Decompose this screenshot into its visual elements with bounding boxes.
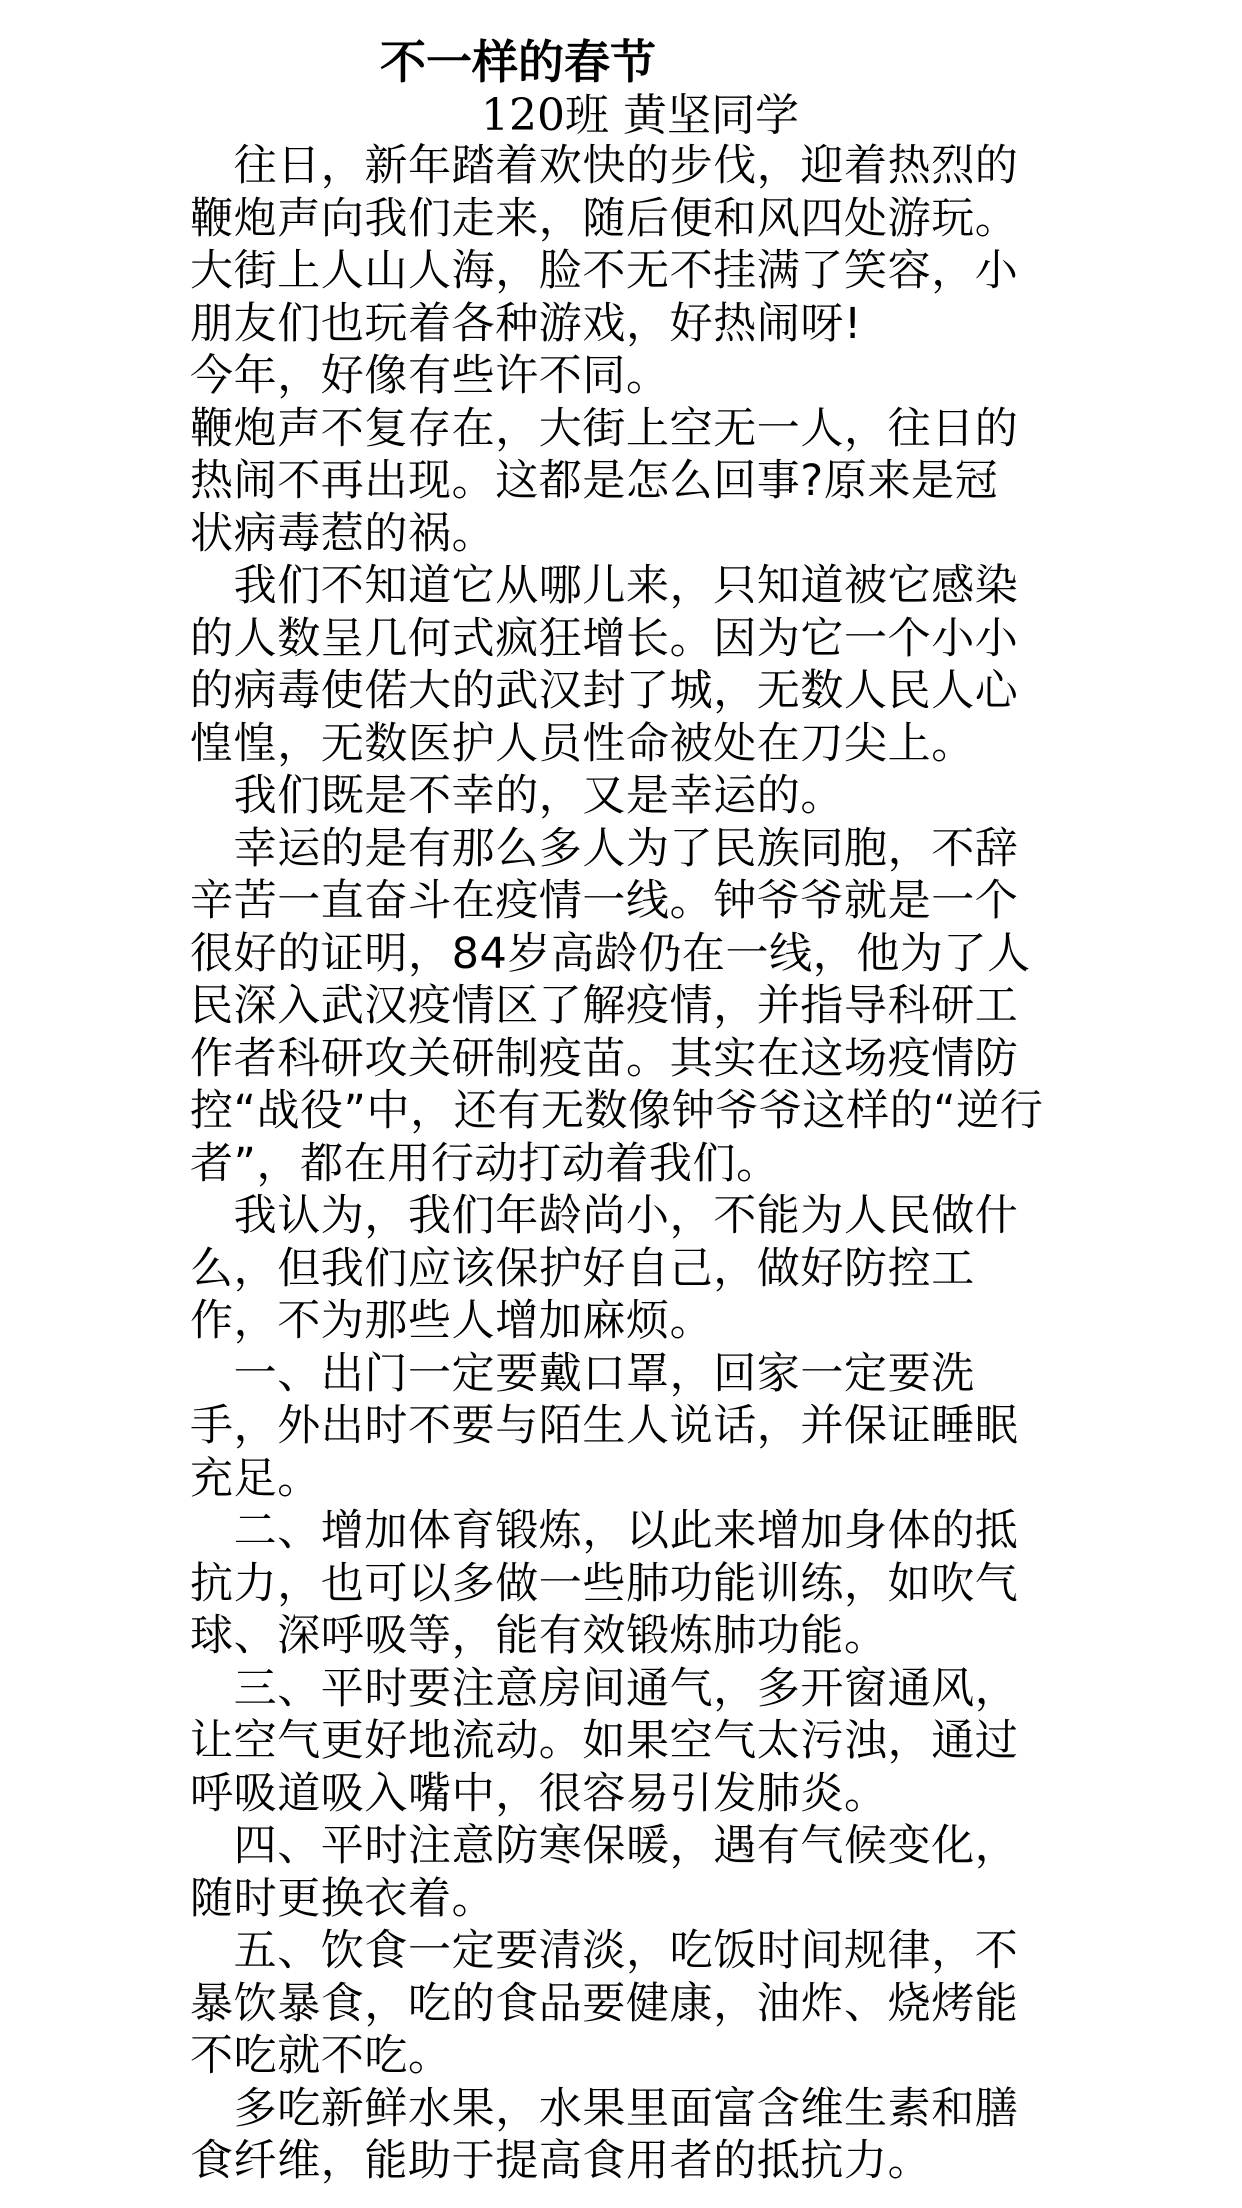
text-line: 让空气更好地流动。如果空气太污浊，通过: [190, 1716, 1019, 1766]
text-line: 的病毒使偌大的武汉封了城，无数人民人心: [190, 666, 1019, 716]
text-line: 状病毒惹的祸。: [190, 508, 496, 559]
text-line: 我认为，我们年龄尚小，不能为人民做什: [190, 1191, 1019, 1241]
text-line: 充足。: [190, 1453, 321, 1504]
text-line: 抗力，也可以多做一些肺功能训练，如吹气: [190, 1558, 1019, 1609]
text-line: 不吃就不吃。: [190, 2031, 452, 2081]
text-line: 暴饮暴食，吃的食品要健康，油炸、烧烤能: [190, 1978, 1019, 2029]
text-line: 四、平时注意防寒保暖，遇有气候变化，: [190, 1821, 1019, 1871]
essay-body: [190, 140, 1070, 2188]
text-line: 食纤维，能助于提高食用者的抵抗力。: [190, 2136, 932, 2186]
text-line: 朋友们也玩着各种游戏，好热闹呀!: [190, 298, 862, 349]
text-line: 多吃新鲜水果，水果里面富含维生素和膳: [190, 2083, 1019, 2134]
text-line: 惶惶，无数医护人员性命被处在刀尖上。: [190, 718, 975, 769]
text-line: 幸运的是有那么多人为了民族同胞，不辞: [190, 823, 1019, 874]
text-line: 呼吸道吸入嘴中，很容易引发肺炎。: [190, 1768, 888, 1819]
text-line: 三、平时要注意房间通气，多开窗通风，: [190, 1663, 1019, 1714]
text-line: 往日，新年踏着欢快的步伐，迎着热烈的: [190, 141, 1019, 191]
text-line: 大街上人山人海，脸不无不挂满了笑容，小: [190, 246, 1019, 296]
text-line: 辛苦一直奋斗在疫情一线。钟爷爷就是一个: [190, 876, 1019, 926]
essay-title: 不一样的春节: [380, 35, 656, 89]
text-line: 的人数呈几何式疯狂增长。因为它一个小小: [190, 613, 1019, 664]
text-line: 二、增加体育锻炼，以此来增加身体的抵: [190, 1506, 1019, 1556]
text-line: 热闹不再出现。这都是怎么回事?原来是冠: [190, 456, 999, 506]
author-line: 120班 黄坚同学: [481, 90, 799, 141]
text-line: 鞭炮声向我们走来，随后便和风四处游玩。: [190, 193, 1019, 244]
text-line: 作，不为那些人增加麻烦。: [190, 1296, 714, 1346]
text-line: 作者科研攻关研制疫苗。其实在这场疫情防: [190, 1033, 1019, 1084]
text-line: 者”，都在用行动打动着我们。: [190, 1138, 780, 1189]
text-line: 控“战役”中，还有无数像钟爷爷这样的“逆行: [190, 1086, 1044, 1136]
text-line: 五、饮食一定要清淡，吃饭时间规律，不: [190, 1926, 1019, 1976]
text-line: 鞭炮声不复存在，大街上空无一人，往日的: [190, 403, 1019, 454]
text-line: 今年，好像有些许不同。: [190, 351, 670, 401]
text-line: 手，外出时不要与陌生人说话，并保证睡眠: [190, 1401, 1019, 1451]
text-line: 很好的证明，84岁高龄仍在一线，他为了人: [190, 928, 1031, 979]
text-line: 一、出门一定要戴口罩，回家一定要洗: [190, 1348, 975, 1399]
text-line: 么，但我们应该保护好自己，做好防控工: [190, 1243, 975, 1294]
text-line: 我们既是不幸的，又是幸运的。: [190, 771, 844, 821]
text-line: 随时更换衣着。: [190, 1873, 496, 1924]
text-line: 民深入武汉疫情区了解疫情，并指导科研工: [190, 981, 1019, 1031]
text-line: 球、深呼吸等，能有效锻炼肺功能。: [190, 1611, 888, 1661]
text-line: 我们不知道它从哪儿来，只知道被它感染: [190, 561, 1019, 611]
